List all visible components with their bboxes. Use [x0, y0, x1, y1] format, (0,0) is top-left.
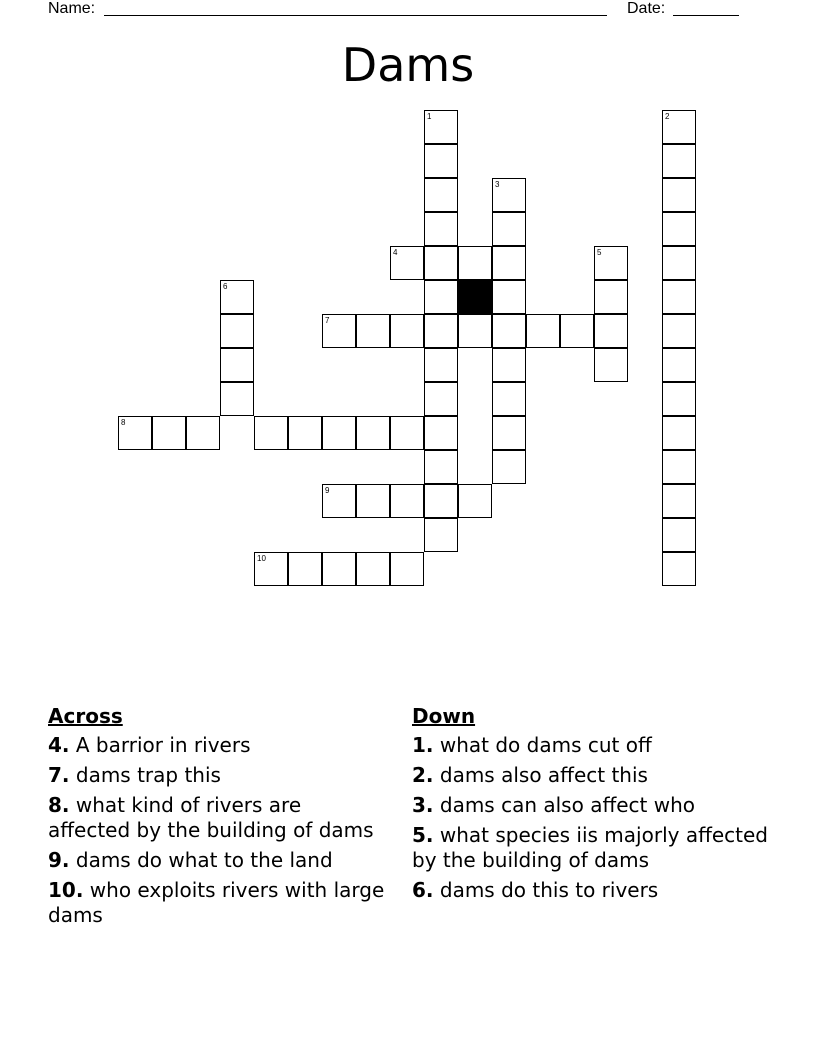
clue-item-text: dams do this to rivers [439, 878, 659, 902]
crossword-cell[interactable] [492, 382, 526, 416]
crossword-cell[interactable] [662, 552, 696, 586]
clue-item [48, 848, 388, 873]
crossword-cell[interactable] [560, 314, 594, 348]
clue-item-number: 3. [412, 793, 434, 817]
crossword-cell[interactable] [288, 416, 322, 450]
crossword-cell[interactable] [424, 382, 458, 416]
crossword-cell[interactable] [662, 450, 696, 484]
crossword-cell[interactable] [356, 416, 390, 450]
crossword-cell[interactable] [662, 348, 696, 382]
crossword-cell[interactable] [662, 314, 696, 348]
crossword-cell[interactable] [492, 416, 526, 450]
clue-item [412, 793, 772, 818]
crossword-cell[interactable] [220, 314, 254, 348]
clue-number: 5 [597, 248, 602, 257]
clue-number: 4 [393, 248, 398, 257]
crossword-cell[interactable] [424, 246, 458, 280]
clue-item-text: who exploits rivers with large dams [48, 878, 385, 927]
crossword-cell[interactable] [662, 416, 696, 450]
clue-item [412, 733, 772, 758]
crossword-cell[interactable] [594, 314, 628, 348]
clue-item [48, 793, 388, 843]
clue-number: 7 [325, 316, 330, 325]
crossword-cell[interactable] [424, 178, 458, 212]
crossword-cell[interactable] [424, 212, 458, 246]
crossword-cell[interactable] [662, 212, 696, 246]
down-clues [412, 703, 772, 908]
crossword-block [458, 280, 492, 314]
crossword-cell[interactable] [492, 314, 526, 348]
crossword-cell[interactable] [662, 382, 696, 416]
crossword-cell[interactable] [390, 314, 424, 348]
crossword-cell[interactable] [356, 552, 390, 586]
crossword-cell[interactable] [526, 314, 560, 348]
crossword-cell[interactable] [492, 212, 526, 246]
clue-item [48, 733, 388, 758]
clue-item-number: 9. [48, 848, 70, 872]
clue-item-text: what do dams cut off [439, 733, 652, 757]
crossword-cell[interactable] [288, 552, 322, 586]
crossword-cell[interactable] [492, 348, 526, 382]
crossword-cell[interactable] [220, 280, 254, 314]
crossword-cell[interactable] [662, 178, 696, 212]
clue-number: 1 [427, 112, 432, 121]
crossword-cell[interactable] [594, 348, 628, 382]
crossword-cell[interactable] [492, 450, 526, 484]
clue-number: 9 [325, 486, 330, 495]
crossword-cell[interactable] [662, 246, 696, 280]
crossword-cell[interactable] [662, 484, 696, 518]
clue-item-text: dams also affect this [439, 763, 648, 787]
clue-number: 10 [257, 554, 266, 563]
clue-item-text: dams trap this [75, 763, 221, 787]
page-title: Dams [341, 38, 475, 92]
crossword-cell[interactable] [424, 450, 458, 484]
clue-item-number: 7. [48, 763, 70, 787]
crossword-cell[interactable] [424, 144, 458, 178]
crossword-cell[interactable] [254, 552, 288, 586]
crossword-cell[interactable] [662, 144, 696, 178]
crossword-cell[interactable] [594, 246, 628, 280]
down-heading: Down [412, 704, 476, 728]
crossword-cell[interactable] [186, 416, 220, 450]
date-label: Date: [627, 0, 666, 17]
clue-item-number: 5. [412, 823, 434, 847]
clue-item [412, 823, 772, 873]
crossword-cell[interactable] [220, 348, 254, 382]
clue-item [48, 763, 388, 788]
clue-item-text: what species iis majorly affected by the building of dams [412, 823, 768, 872]
crossword-cell[interactable] [662, 110, 696, 144]
crossword-cell[interactable] [220, 382, 254, 416]
crossword-cell[interactable] [458, 314, 492, 348]
clue-number: 8 [121, 418, 126, 427]
crossword-cell[interactable] [424, 280, 458, 314]
crossword-cell[interactable] [424, 518, 458, 552]
crossword-cell[interactable] [424, 348, 458, 382]
crossword-cell[interactable] [118, 416, 152, 450]
crossword-cell[interactable] [390, 246, 424, 280]
clue-item-number: 6. [412, 878, 434, 902]
crossword-cell[interactable] [390, 552, 424, 586]
clue-item [412, 878, 772, 903]
clue-item-text: dams can also affect who [439, 793, 696, 817]
across-clues [48, 703, 388, 933]
clue-number: 6 [223, 282, 228, 291]
crossword-cell[interactable] [662, 518, 696, 552]
crossword-cell[interactable] [424, 110, 458, 144]
crossword-cell[interactable] [424, 484, 458, 518]
clue-item-text: dams do what to the land [75, 848, 333, 872]
crossword-cell[interactable] [254, 416, 288, 450]
crossword-cell[interactable] [322, 552, 356, 586]
crossword-cell[interactable] [492, 280, 526, 314]
clue-number: 2 [665, 112, 670, 121]
clue-number: 3 [495, 180, 500, 189]
crossword-cell[interactable] [458, 246, 492, 280]
clue-item [412, 763, 772, 788]
clue-item-number: 10. [48, 878, 84, 902]
crossword-cell[interactable] [356, 314, 390, 348]
crossword-cell[interactable] [458, 484, 492, 518]
crossword-cell[interactable] [322, 314, 356, 348]
crossword-cell[interactable] [662, 280, 696, 314]
clue-item-text: A barrior in rivers [75, 733, 251, 757]
clue-item [48, 878, 388, 928]
crossword-cell[interactable] [390, 484, 424, 518]
crossword-cell[interactable] [322, 484, 356, 518]
across-heading: Across [48, 704, 123, 728]
crossword-cell[interactable] [424, 416, 458, 450]
clue-item-number: 1. [412, 733, 434, 757]
crossword-cell[interactable] [322, 416, 356, 450]
crossword-cell[interactable] [390, 416, 424, 450]
crossword-cell[interactable] [356, 484, 390, 518]
crossword-cell[interactable] [594, 280, 628, 314]
name-label: Name: [48, 0, 96, 17]
clue-item-number: 2. [412, 763, 434, 787]
crossword-cell[interactable] [152, 416, 186, 450]
crossword-cell[interactable] [492, 246, 526, 280]
clue-item-text: what kind of rivers are affected by the building of dams [48, 793, 374, 842]
crossword-cell[interactable] [492, 178, 526, 212]
clue-item-number: 4. [48, 733, 70, 757]
clue-item-number: 8. [48, 793, 70, 817]
crossword-cell[interactable] [424, 314, 458, 348]
